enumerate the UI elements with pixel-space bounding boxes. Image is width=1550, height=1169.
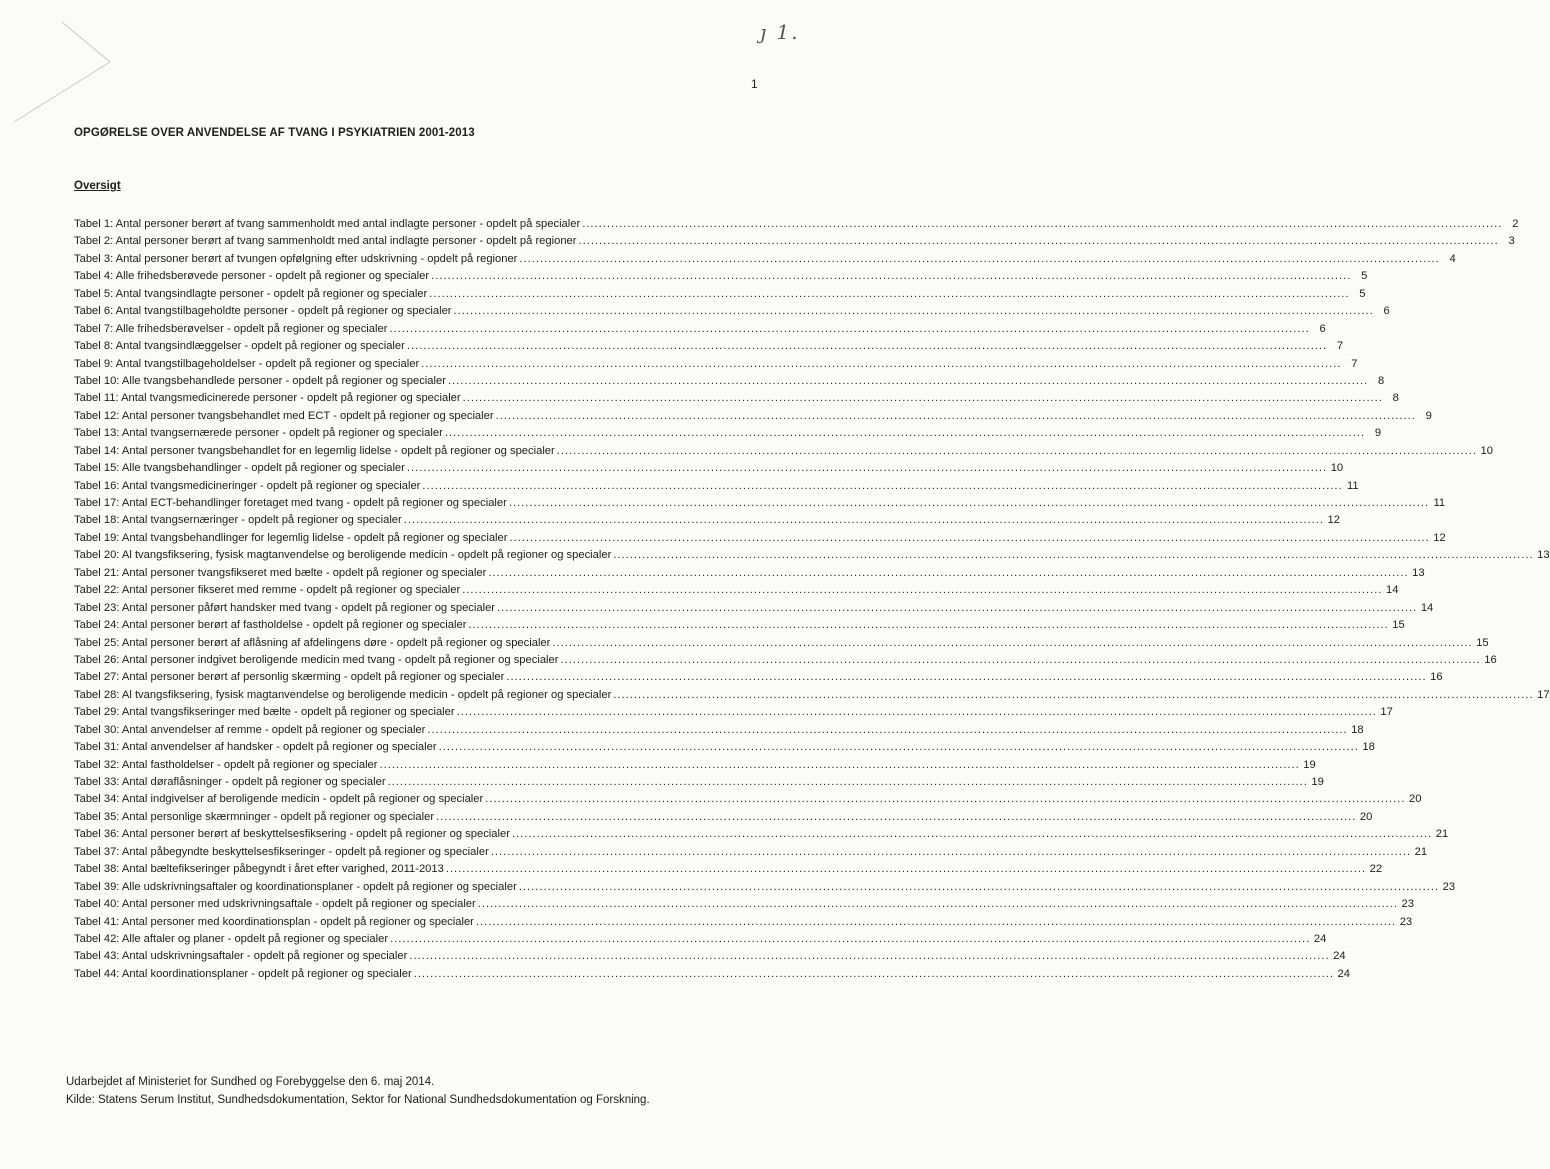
- document-title: OPGØRELSE OVER ANVENDELSE AF TVANG I PSYKIATRIEN 2001-2013: [74, 127, 475, 139]
- page-number: 1: [751, 77, 758, 91]
- toc-dot-leader: [427, 722, 1347, 739]
- toc-dot-leader: [404, 512, 1324, 529]
- toc-entry-page: 17: [1380, 706, 1393, 719]
- toc-entry-label: Tabel 17: Antal ECT-behandlinger foretaget med tvang - opdelt på regioner og specialer: [74, 497, 507, 509]
- toc-dot-leader: [506, 669, 1426, 686]
- toc-entry-page: 10: [1330, 462, 1344, 475]
- toc-entry: [74, 425, 1382, 442]
- toc-dot-leader: [488, 565, 1408, 582]
- toc-dot-leader: [552, 635, 1472, 652]
- toc-dot-leader: [613, 547, 1533, 564]
- toc-entry-page: 7: [1351, 357, 1358, 370]
- toc-dot-leader: [560, 652, 1480, 669]
- toc-dot-leader: [409, 948, 1329, 965]
- toc-entry-label: Tabel 32: Antal fastholdelser - opdelt på regioner og specialer: [74, 758, 378, 771]
- toc-dot-leader: [557, 443, 1477, 460]
- toc-entry: [74, 966, 1350, 983]
- toc-entry: [74, 495, 1446, 512]
- toc-entry: [74, 826, 1449, 843]
- toc-entry-label: Tabel 30: Antal anvendelser af remme - opdelt på regioner og specialer: [74, 723, 426, 736]
- toc-entry-label: Tabel 18: Antal tvangsernæringer - opdelt på regioner og specialer: [74, 514, 402, 527]
- toc-dot-leader: [390, 931, 1310, 948]
- toc-entry-page: 9: [1425, 409, 1432, 422]
- toc-entry-page: 2: [1512, 218, 1519, 230]
- toc-dot-leader: [407, 460, 1327, 477]
- toc-dot-leader: [445, 425, 1365, 442]
- toc-entry-page: 6: [1319, 322, 1326, 335]
- toc-entry-label: Tabel 8: Antal tvangsindlæggelser - opdelt på regioner og specialer: [74, 340, 405, 353]
- toc-entry: [74, 233, 1515, 250]
- toc-entry: [74, 687, 1550, 704]
- toc-entry-label: Tabel 28: Al tvangsfiksering, fysisk magtanvendelse og beroligende medicin - opdelt på regioner og specialer: [74, 688, 612, 701]
- toc-entry: [74, 704, 1393, 721]
- toc-entry-page: 12: [1327, 514, 1340, 527]
- toc-entry: [74, 460, 1344, 477]
- toc-dot-leader: [421, 356, 1341, 373]
- toc-entry-page: 9: [1374, 427, 1382, 440]
- toc-entry: [74, 251, 1456, 268]
- toc-dot-leader: [454, 303, 1374, 320]
- toc-dot-leader: [468, 617, 1388, 634]
- toc-dot-leader: [582, 216, 1502, 233]
- toc-entry: [74, 530, 1446, 547]
- toc-entry-page: 19: [1303, 758, 1316, 771]
- toc-entry-label: Tabel 15: Alle tvangsbehandlinger - opdelt på regioner og specialer: [74, 462, 405, 475]
- toc-entry: [74, 774, 1324, 791]
- toc-entry: [74, 600, 1434, 617]
- toc-entry: [74, 617, 1405, 634]
- footer-source: Kilde: Statens Serum Institut, Sundhedsdokumentation, Sektor for National Sundhedsdokumentation og Forskning.: [66, 1094, 650, 1106]
- toc-entry-label: Tabel 24: Antal personer berørt af fastholdelse - opdelt på regioner og specialer: [74, 619, 467, 632]
- toc-dot-leader: [512, 826, 1432, 843]
- toc-entry-page: 23: [1399, 915, 1413, 928]
- toc-dot-leader: [497, 600, 1417, 617]
- toc-entry: [74, 286, 1366, 303]
- toc-entry-page: 20: [1359, 810, 1373, 823]
- toc-entry-label: Tabel 1: Antal personer berørt af tvang sammenholdt med antal indlagte personer - opdelt på specialer: [74, 218, 581, 230]
- toc-entry-label: Tabel 5: Antal tvangsindlagte personer - opdelt på regioner og specialer: [74, 287, 428, 300]
- toc-entry-label: Tabel 20: Al tvangsfiksering, fysisk magtanvendelse og beroligende medicin - opdelt på regioner og specialer: [74, 549, 612, 562]
- toc-entry-label: Tabel 40: Antal personer med udskrivningsaftale - opdelt på regioner og specialer: [74, 898, 476, 911]
- toc-entry: [74, 896, 1414, 913]
- toc-entry-label: Tabel 23: Antal personer påført handsker med tvang - opdelt på regioner og specialer: [74, 601, 496, 614]
- scan-corner-mark: [10, 14, 120, 134]
- toc-entry-label: Tabel 2: Antal personer berørt af tvang sammenholdt med antal indlagte personer - opdelt på regioner: [74, 235, 577, 248]
- toc-entry-page: 24: [1337, 967, 1350, 980]
- toc-dot-leader: [389, 321, 1309, 338]
- toc-entry: [74, 861, 1383, 878]
- toc-entry-page: 11: [1347, 479, 1359, 492]
- toc-entry-label: Tabel 43: Antal udskrivningsaftaler - opdelt på regioner og specialer: [74, 950, 408, 963]
- toc-entry-page: 23: [1401, 898, 1414, 911]
- toc-entry: [74, 879, 1456, 896]
- toc-dot-leader: [422, 478, 1342, 495]
- toc-entry-label: Tabel 42: Alle aftaler og planer - opdelt på regioner og specialer: [74, 932, 389, 945]
- toc-entry-page: 14: [1385, 584, 1399, 597]
- toc-entry-label: Tabel 3: Antal personer berørt af tvungen opfølgning efter udskrivning - opdelt på regioner: [74, 252, 518, 265]
- toc-entry-label: Tabel 19: Antal tvangsbehandlinger for legemlig lidelse - opdelt på regioner og specialer: [74, 531, 508, 544]
- toc-entry-label: Tabel 44: Antal koordinationsplaner - opdelt på regioner og specialer: [74, 967, 412, 980]
- toc-entry-label: Tabel 6: Antal tvangstilbageholdte personer - opdelt på regioner og specialer: [74, 305, 452, 318]
- section-heading: Oversigt: [74, 180, 121, 192]
- toc-entry-label: Tabel 27: Antal personer berørt af personlig skærming - opdelt på regioner og specialer: [74, 671, 505, 684]
- toc-entry-label: Tabel 34: Antal indgivelser af beroligende medicin - opdelt på regioner og specialer: [74, 793, 484, 806]
- toc-dot-leader: [519, 879, 1439, 896]
- handwritten-note: ȷ 1.: [760, 20, 800, 44]
- toc-entry-label: Tabel 38: Antal bæltefikseringer påbegyndt i året efter varighed, 2011-2013: [74, 863, 444, 876]
- toc-entry-page: 10: [1480, 444, 1493, 457]
- toc-entry-label: Tabel 11: Antal tvangsmedicinerede personer - opdelt på regioner og specialer: [74, 392, 461, 405]
- toc-entry-label: Tabel 12: Antal personer tvangsbehandlet med ECT - opdelt på regioner og specialer: [74, 409, 494, 422]
- toc-dot-leader: [436, 809, 1356, 826]
- toc-dot-leader: [476, 914, 1396, 931]
- toc-entry-label: Tabel 31: Antal anvendelser af handsker - opdelt på regioner og specialer: [74, 741, 437, 754]
- toc-dot-leader: [509, 530, 1429, 547]
- toc-entry-page: 21: [1435, 828, 1449, 841]
- toc-entry-label: Tabel 9: Antal tvangstilbageholdelser - opdelt på regioner og specialer: [74, 357, 420, 370]
- toc-dot-leader: [380, 757, 1300, 774]
- toc-entry-page: 19: [1311, 776, 1324, 788]
- toc-dot-leader: [457, 704, 1377, 721]
- toc-entry-label: Tabel 16: Antal tvangsmedicineringer - opdelt på regioner og specialer: [74, 479, 421, 492]
- toc-entry: [74, 390, 1399, 407]
- toc-entry-label: Tabel 41: Antal personer med koordinationsplan - opdelt på regioner og specialer: [74, 915, 474, 928]
- toc-entry-label: Tabel 10: Alle tvangsbehandlede personer - opdelt på regioner og specialer: [74, 374, 446, 387]
- toc-entry: [74, 635, 1489, 652]
- toc-entry-page: 15: [1392, 619, 1405, 632]
- toc-dot-leader: [414, 966, 1334, 983]
- toc-dot-leader: [431, 268, 1351, 285]
- toc-entry: [74, 757, 1316, 774]
- toc-entry: [74, 669, 1443, 686]
- toc-entry-page: 8: [1392, 392, 1399, 405]
- toc-entry: [74, 931, 1327, 948]
- toc-entry-label: Tabel 39: Alle udskrivningsaftaler og koordinationsplaner - opdelt på regioner og specialer: [74, 880, 517, 893]
- toc-entry-page: 3: [1508, 235, 1515, 248]
- toc-dot-leader: [462, 582, 1382, 599]
- toc-dot-leader: [407, 338, 1327, 355]
- toc-entry-label: Tabel 7: Alle frihedsberøvelser - opdelt på regioner og specialer: [74, 322, 388, 335]
- toc-entry-label: Tabel 35: Antal personlige skærmninger - opdelt på regioner og specialer: [74, 810, 435, 823]
- toc-dot-leader: [485, 791, 1405, 808]
- toc-entry-page: 12: [1433, 531, 1446, 544]
- toc-entry: [74, 652, 1497, 669]
- toc-entry-label: Tabel 13: Antal tvangsernærede personer - opdelt på regioner og specialer: [74, 427, 443, 440]
- toc-entry: [74, 408, 1432, 425]
- toc-dot-leader: [388, 774, 1308, 791]
- toc-entry: [74, 321, 1326, 338]
- toc-entry: [74, 582, 1399, 599]
- toc-entry-page: 4: [1449, 252, 1456, 265]
- toc-entry-page: 5: [1359, 287, 1366, 300]
- toc-entry: [74, 809, 1373, 826]
- toc-entry-label: Tabel 29: Antal tvangsfikseringer med bælte - opdelt på regioner og specialer: [74, 706, 455, 719]
- toc-entry-page: 16: [1484, 653, 1497, 666]
- toc-entry-page: 18: [1351, 723, 1364, 736]
- toc-entry: [74, 565, 1425, 582]
- toc-entry-label: Tabel 33: Antal døraflåsninger - opdelt på regioner og specialer: [74, 776, 386, 788]
- toc-entry-label: Tabel 26: Antal personer indgivet beroligende medicin med tvang - opdelt på regioner og specialer: [74, 653, 559, 666]
- toc-entry: [74, 914, 1413, 931]
- toc-dot-leader: [519, 251, 1439, 268]
- toc-entry-page: 24: [1313, 932, 1327, 945]
- toc-dot-leader: [448, 373, 1368, 390]
- toc-entry: [74, 948, 1346, 965]
- toc-entry-page: 13: [1412, 566, 1425, 579]
- toc-entry: [74, 739, 1375, 756]
- toc-entry-page: 21: [1414, 845, 1428, 858]
- toc-entry-label: Tabel 37: Antal påbegyndte beskyttelsesfikseringer - opdelt på regioner og specialer: [74, 845, 489, 858]
- toc-entry-page: 16: [1430, 671, 1443, 684]
- toc-entry: [74, 373, 1385, 390]
- toc-entry-label: Tabel 25: Antal personer berørt af aflåsning af afdelingens døre - opdelt på regioner og specialer: [74, 636, 551, 649]
- toc-dot-leader: [579, 233, 1499, 250]
- toc-dot-leader: [429, 286, 1349, 303]
- toc-entry: [74, 844, 1428, 861]
- toc-dot-leader: [439, 739, 1359, 756]
- toc-entry: [74, 216, 1519, 233]
- toc-entry: [74, 512, 1340, 529]
- toc-entry-page: 15: [1476, 636, 1489, 649]
- toc-dot-leader: [446, 861, 1366, 878]
- footer-prepared-by: Udarbejdet af Ministeriet for Sundhed og Forebyggelse den 6. maj 2014.: [66, 1076, 435, 1088]
- toc-entry: [74, 547, 1550, 564]
- toc-entry: [74, 268, 1368, 285]
- toc-dot-leader: [463, 390, 1383, 407]
- toc-entry-page: 5: [1361, 270, 1368, 283]
- toc-entry: [74, 356, 1358, 373]
- toc-entry: [74, 478, 1359, 495]
- toc-entry-page: 22: [1369, 863, 1383, 876]
- toc-entry-page: 17: [1537, 688, 1550, 701]
- toc-entry-label: Tabel 14: Antal personer tvangsbehandlet for en legemlig lidelse - opdelt på regioner og specialer: [74, 444, 555, 457]
- toc-entry-page: 11: [1433, 497, 1446, 509]
- toc-entry-label: Tabel 36: Antal personer berørt af beskyttelsesfiksering - opdelt på regioner og specialer: [74, 828, 510, 841]
- toc-dot-leader: [478, 896, 1398, 913]
- toc-dot-leader: [496, 408, 1416, 425]
- toc-entry-page: 14: [1420, 601, 1434, 614]
- toc-entry-page: 18: [1362, 741, 1375, 754]
- toc-dot-leader: [509, 495, 1429, 512]
- toc-entry-label: Tabel 21: Antal personer tvangsfikseret med bælte - opdelt på regioner og specialer: [74, 566, 487, 579]
- toc-entry-label: Tabel 4: Alle frihedsberøvede personer - opdelt på regioner og specialer: [74, 270, 430, 283]
- toc-dot-leader: [491, 844, 1411, 861]
- toc-entry-label: Tabel 22: Antal personer fikseret med remme - opdelt på regioner og specialer: [74, 584, 461, 597]
- toc-entry-page: 20: [1409, 793, 1422, 806]
- toc-entry: [74, 303, 1390, 320]
- toc-dot-leader: [613, 687, 1533, 704]
- toc-entry-page: 7: [1336, 340, 1344, 353]
- toc-entry: [74, 791, 1422, 808]
- toc-entry: [74, 443, 1493, 460]
- table-of-contents: [74, 216, 1550, 983]
- toc-entry: [74, 338, 1344, 355]
- toc-entry-page: 24: [1333, 950, 1346, 963]
- toc-entry-page: 13: [1537, 549, 1550, 562]
- toc-entry-page: 23: [1442, 880, 1456, 893]
- toc-entry-page: 6: [1383, 305, 1390, 318]
- toc-entry: [74, 722, 1364, 739]
- toc-entry-page: 8: [1377, 374, 1385, 387]
